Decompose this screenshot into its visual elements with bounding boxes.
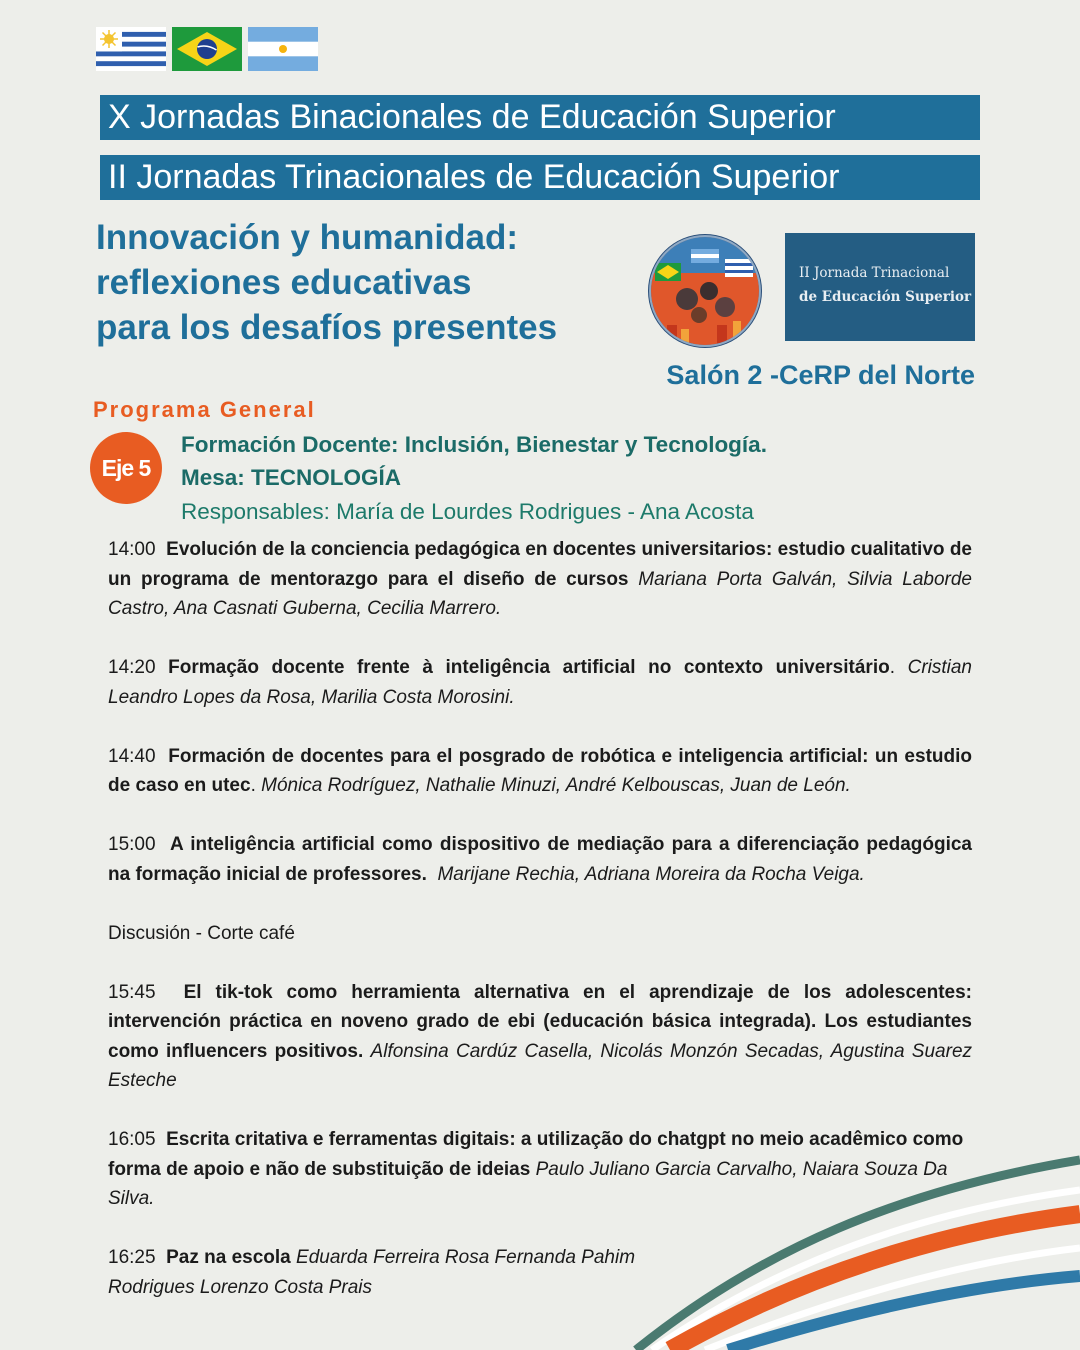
subtitle-line-3: para los desafíos presentes	[96, 308, 558, 347]
programa-general-label: Programa General	[93, 397, 316, 422]
program-entry	[108, 1243, 668, 1302]
entry-authors: Alfonsina Cardúz Casella, Nicolás Monzón Secadas, Agustina Suarez Esteche	[108, 1040, 973, 1091]
entry-title: Formación de docentes para el posgrado de robótica e inteligencia artificial: un estudio de caso en utec	[108, 745, 972, 796]
logo-text-line-2: de Educación Superior	[799, 289, 972, 305]
entry-time: 14:40	[108, 745, 156, 767]
entry-authors: Paulo Juliano Garcia Carvalho, Naiara Souza Da Silva.	[108, 1158, 948, 1209]
entry-authors: Mariana Porta Galván, Silvia Laborde Castro, Ana Casnati Guberna, Cecilia Marrero.	[108, 568, 972, 619]
banner-trinacionales: II Jornadas Trinacionales de Educación Superior	[100, 155, 980, 200]
venue-label: Salón 2 -CeRP del Norte	[666, 360, 975, 390]
trinacional-logo	[785, 233, 975, 341]
uruguay-flag-icon	[96, 27, 166, 71]
program-entry	[108, 978, 972, 1096]
responsables-line: Responsables: María de Lourdes Rodrigues - Ana Acosta	[181, 499, 754, 524]
entry-title: Formação docente frente à inteligência artificial no contexto universitário	[168, 657, 890, 678]
argentina-flag-icon	[248, 27, 318, 71]
entry-time: 16:25	[108, 1247, 156, 1268]
entry-title: Evolución de la conciencia pedagógica en docentes universitarios: estudio cualitativo de un programa de mentorazgo para el diseño de cursos	[108, 539, 972, 590]
country-flags	[96, 27, 318, 71]
entry-time: 16:05	[108, 1129, 156, 1150]
brazil-flag-icon	[172, 27, 242, 71]
program-entry	[108, 1125, 972, 1214]
entry-time: 14:00	[108, 539, 156, 560]
program-schedule	[108, 535, 972, 1302]
break-entry: Discusión - Corte café	[108, 922, 295, 944]
program-entry: 14:40 Formación de docentes para el posgrado de robótica e inteligencia artificial: un estudio de caso en utec. Mónica Rodríguez, Nathalie Minuzi, André Kelbouscas, Juan de León.	[108, 745, 972, 796]
entry-time: 14:20	[108, 657, 156, 678]
entry-authors: Mónica Rodríguez, Nathalie Minuzi, André Kelbouscas, Juan de León.	[261, 775, 851, 796]
entry-title: Paz na escola	[166, 1247, 291, 1268]
axis-title: Formación Docente: Inclusión, Bienestar y Tecnología.	[181, 432, 767, 457]
mesa-title: Mesa: TECNOLOGÍA	[181, 465, 402, 490]
subtitle-line-2: reflexiones educativas	[96, 263, 472, 302]
entry-title: A inteligência artificial como dispositivo de mediação para a diferenciação pedagógica na formação inicial de professores.	[108, 834, 972, 885]
banner-binacionales: X Jornadas Binacionales de Educación Superior	[100, 95, 980, 140]
logo-text-line-1: II Jornada Trinacional	[799, 265, 950, 281]
entry-authors: Marijane Rechia, Adriana Moreira da Rocha Veiga.	[437, 863, 865, 885]
entry-time: 15:45	[108, 981, 156, 1003]
jornadas-circle-logo-icon	[647, 233, 763, 349]
program-entry	[108, 535, 972, 624]
entry-authors: Eduarda Ferreira Rosa Fernanda Pahim Rodrigues Lorenzo Costa Prais	[108, 1247, 636, 1298]
entry-time: 15:00	[108, 834, 156, 855]
event-subtitle	[96, 215, 636, 350]
subtitle-line-1: Innovación y humanidad:	[96, 218, 518, 257]
entry-authors: Cristian Leandro Lopes da Rosa, Marilia Costa Morosini.	[108, 657, 972, 708]
program-entry	[108, 830, 972, 889]
entry-title: Escrita critativa e ferramentas digitais: a utilização do chatgpt no meio acadêmico como forma de apoio e não de substituição de ideias	[108, 1129, 964, 1180]
program-entry: 14:20 Formação docente frente à inteligência artificial no contexto universitário. Cristian Leandro Lopes da Rosa, Marilia Costa Morosini.	[108, 657, 972, 708]
eje-badge: Eje 5	[90, 432, 162, 504]
entry-title: El tik-tok como herramienta alternativa en el aprendizaje de los adolescentes: intervención práctica en noveno grado de ebi (educación básica integrada). Los estudiantes como influencers positivos.	[108, 981, 972, 1062]
